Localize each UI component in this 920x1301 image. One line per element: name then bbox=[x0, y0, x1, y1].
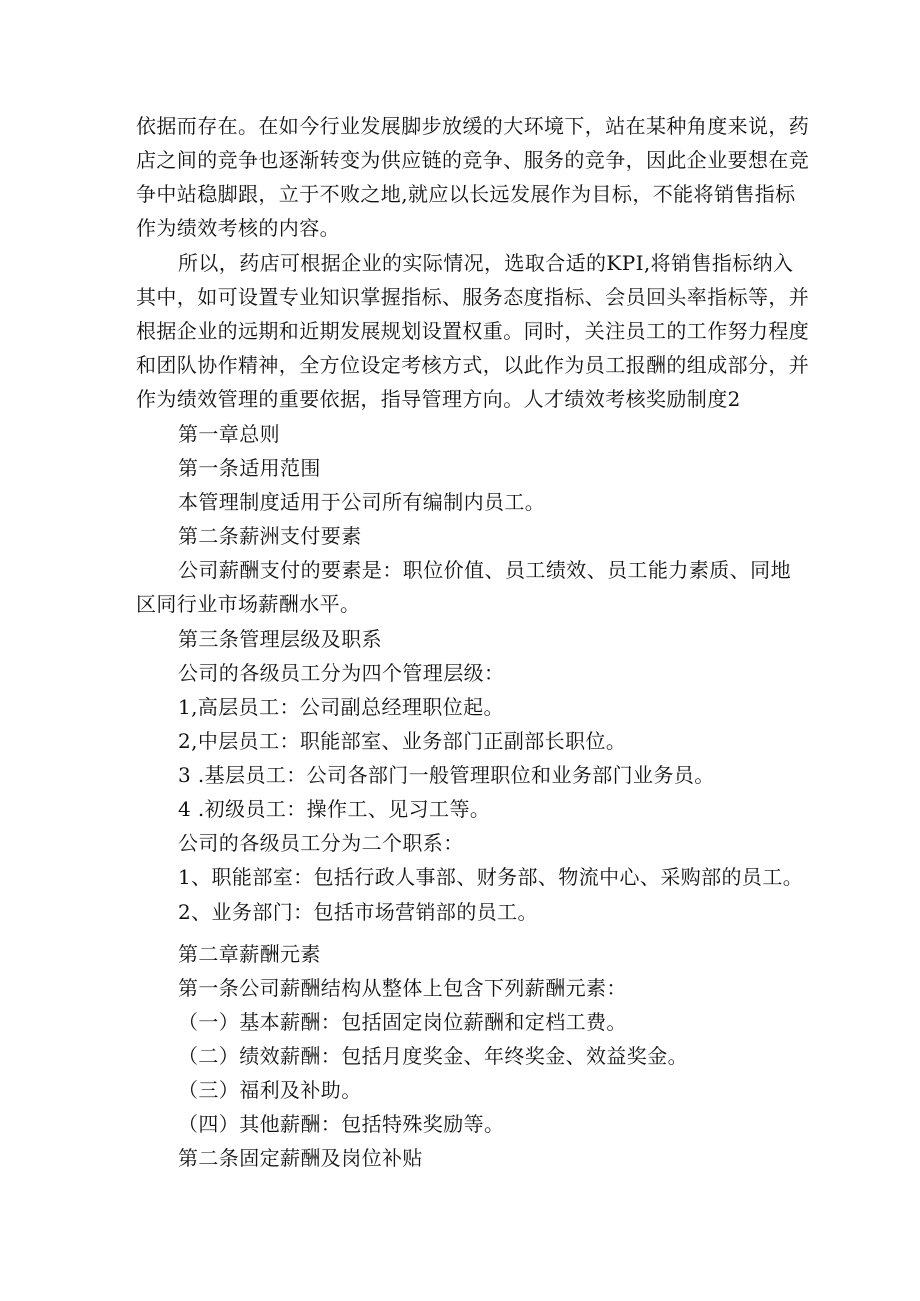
paragraph-line: 争中站稳脚跟，立于不败之地,就应以长远发展作为目标，不能将销售指标 bbox=[136, 182, 796, 206]
article-title: 第一条公司薪酬结构从整体上包含下列薪酬元素： bbox=[178, 976, 627, 1000]
article-text: 本管理制度适用于公司所有编制内员工。 bbox=[178, 490, 546, 514]
list-item: （二）绩效薪酬：包括月度奖金、年终奖金、效益奖金。 bbox=[178, 1044, 688, 1068]
article-title: 第二条固定薪酬及岗位补贴 bbox=[178, 1146, 423, 1170]
list-item: （一）基本薪酬：包括固定岗位薪酬和定档工费。 bbox=[178, 1010, 627, 1034]
paragraph-line: 其中，如可设置专业知识掌握指标、服务态度指标、会员回头率指标等，并 bbox=[136, 285, 810, 309]
list-item: 1,高层员工：公司副总经理职位起。 bbox=[178, 695, 504, 719]
list-intro: 公司的各级员工分为二个职系： bbox=[178, 831, 464, 855]
list-item: 1、职能部室：包括行政人事部、财务部、物流中心、采购部的员工。 bbox=[178, 865, 804, 889]
list-item: 3 .基层员工：公司各部门一般管理职位和业务部门业务员。 bbox=[178, 763, 715, 787]
paragraph-line: 店之间的竞争也逐渐转变为供应链的竞争、服务的竞争，因此企业要想在竞 bbox=[136, 148, 810, 172]
list-intro: 公司的各级员工分为四个管理层级： bbox=[178, 661, 505, 685]
paragraph-line: 作为绩效考核的内容。 bbox=[136, 216, 340, 240]
article-title: 第二条薪洲支付要素 bbox=[178, 524, 362, 548]
list-item: （四）其他薪酬：包括特殊奖励等。 bbox=[178, 1112, 505, 1136]
list-item: 2,中层员工：职能部室、业务部门正副部长职位。 bbox=[178, 729, 627, 753]
paragraph-line: 所以，药店可根据企业的实际情况，选取合适的KPI,将销售指标纳入 bbox=[178, 251, 794, 275]
list-item: （三）福利及补助。 bbox=[178, 1078, 362, 1102]
paragraph-line: 根据企业的远期和近期发展规划设置权重。同时，关注员工的工作努力程度 bbox=[136, 319, 810, 343]
list-item: 4 .初级员工：操作工、见习工等。 bbox=[178, 797, 491, 821]
article-title: 第一条适用范围 bbox=[178, 456, 321, 480]
paragraph-line: 依据而存在。在如今行业发展脚步放缓的大环境下，站在某种角度来说，药 bbox=[136, 114, 810, 138]
article-title: 第三条管理层级及职系 bbox=[178, 627, 382, 651]
article-text: 区同行业市场薪酬水平。 bbox=[136, 592, 361, 616]
list-item: 2、业务部门：包括市场营销部的员工。 bbox=[178, 900, 538, 924]
paragraph-line: 作为绩效管理的重要依据，指导管理方向。人才绩效考核奖励制度2 bbox=[136, 387, 741, 411]
paragraph-line: 和团队协作精神，全方位设定考核方式，以此作为员工报酬的组成部分，并 bbox=[136, 353, 810, 377]
chapter-title: 第一章总则 bbox=[178, 422, 280, 446]
article-text: 公司薪酬支付的要素是：职位价值、员工绩效、员工能力素质、同地 bbox=[178, 558, 791, 582]
chapter-title: 第二章薪酬元素 bbox=[178, 942, 321, 966]
